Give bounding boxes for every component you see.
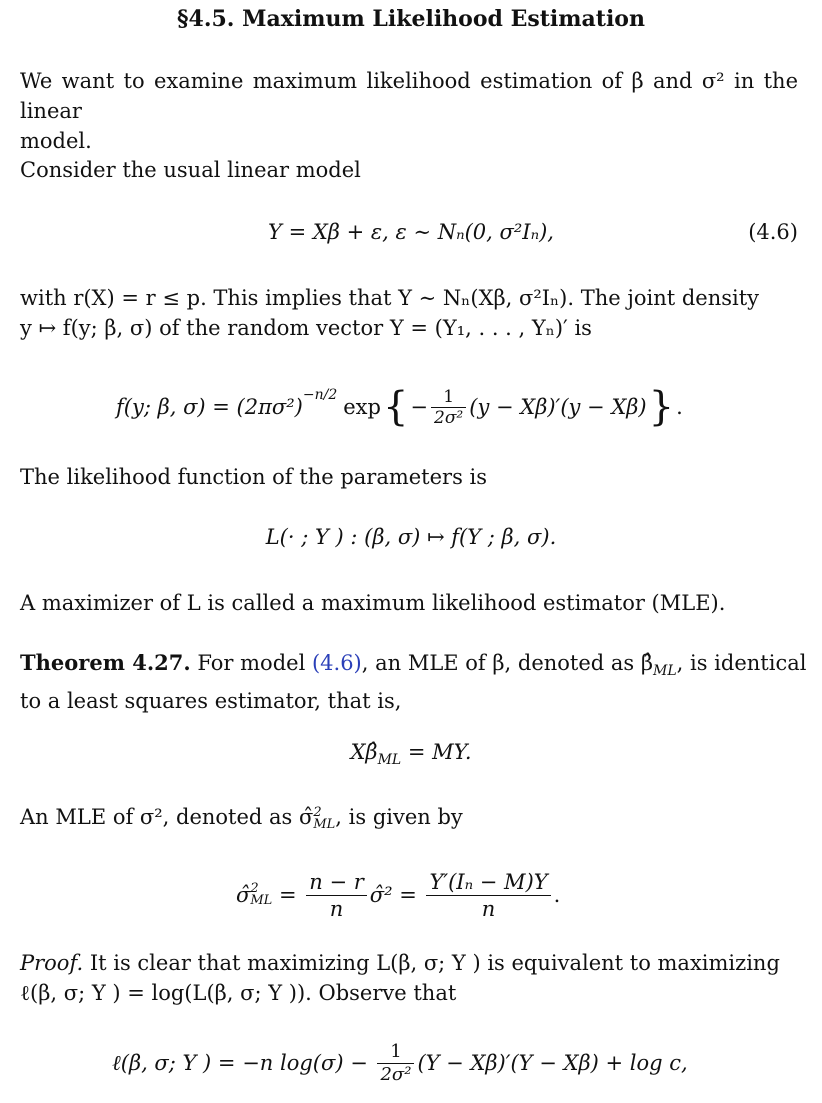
theorem-text-c: , is identical: [676, 651, 807, 675]
equation-density: [116, 372, 683, 442]
sigma-intro-a: An MLE of σ², denoted as σ̂: [20, 805, 314, 829]
sigma-intro-sup: 2: [313, 804, 322, 820]
sigma-frac1-num: n − r: [309, 869, 364, 894]
sigma-period: .: [553, 883, 561, 907]
likelihood-intro: The likelihood function of the parameters is: [20, 465, 488, 489]
theorem-line-1: [20, 648, 807, 686]
proof-text-1: It is clear that maximizing L(β, σ; Y ) is equivalent to maximizing: [83, 951, 780, 975]
theorem-sub-ml: ML: [653, 663, 677, 680]
theorem-text-b: , an MLE of β, denoted as β̂: [361, 651, 654, 675]
loglik-rest: (Y − Xβ)′(Y − Xβ) + log c,: [417, 1051, 688, 1075]
sigma-frac1-den: n: [329, 896, 344, 921]
sigma-mid: σ̂²: [369, 883, 393, 907]
sigma-intro-scripts: [313, 804, 336, 832]
loglik-fraction: [377, 1041, 414, 1086]
sigma-lhs: σ̂: [236, 883, 251, 907]
density-period: .: [676, 395, 683, 419]
section-title: §4.5. Maximum Likelihood Estimation: [177, 6, 645, 32]
proof-line-1: [20, 948, 798, 978]
equation-reference-link[interactable]: (4.6): [311, 651, 362, 675]
equation-log-likelihood: [112, 1030, 688, 1096]
sigma-fraction-1: [306, 869, 367, 922]
equation-4-6: Y = Xβ + ε, ε ∼ Nₙ(0, σ²Iₙ),: [268, 220, 554, 244]
sigma-lhs-sub: ML: [250, 893, 273, 908]
xbeta-sub: ML: [377, 752, 402, 769]
intro-line-2: model.: [20, 129, 92, 153]
density-paragraph: [20, 283, 798, 343]
sigma-intro-b: , is given by: [335, 805, 463, 829]
theorem-block: [20, 648, 807, 716]
equation-x-beta-ml: [0, 740, 822, 768]
sigma-intro-sub: ML: [313, 816, 336, 832]
equation-number-4-6: (4.6): [748, 220, 798, 244]
theorem-line-2: to a least squares estimator, that is,: [20, 689, 402, 714]
intro-paragraph: [20, 66, 798, 156]
open-brace: {: [382, 384, 409, 430]
loglik-frac-num: 1: [390, 1040, 402, 1062]
sigma-intro: [20, 802, 798, 832]
theorem-text-a: For model: [190, 651, 312, 675]
mle-definition: A maximizer of L is called a maximum likelihood estimator (MLE).: [20, 591, 726, 615]
xbeta-rhs: = MY.: [401, 740, 472, 764]
consider-sentence: Consider the usual linear model: [20, 158, 361, 182]
sigma-lhs-sup: 2: [250, 881, 259, 896]
density-frac-num: 1: [443, 386, 455, 407]
density-exponent: −n/2: [302, 387, 338, 403]
sigma-lhs-scripts: [250, 883, 272, 907]
proof-block: [20, 948, 798, 1008]
density-minus: −: [410, 395, 429, 419]
sigma-eq1: =: [272, 883, 304, 907]
sigma-frac2-den: n: [481, 896, 496, 921]
exp-word: exp: [343, 395, 381, 419]
sigma-frac2-num: Y′(Iₙ − M)Y: [429, 869, 548, 894]
proof-line-2: ℓ(β, σ; Y ) = log(L(β, σ; Y )). Observe that: [20, 981, 457, 1005]
close-brace: }: [648, 384, 675, 430]
sigma-fraction-2: [426, 869, 550, 922]
xbeta-lhs: Xβ̂: [350, 740, 378, 764]
density-rest: (y − Xβ)′(y − Xβ): [469, 395, 647, 419]
density-line-1: with r(X) = r ≤ p. This implies that Y ∼ Nₙ(Xβ, σ²Iₙ). The joint density: [20, 286, 760, 310]
density-fraction: [431, 387, 466, 428]
loglik-frac-den: 2σ²: [380, 1063, 412, 1085]
density-frac-den: 2σ²: [434, 407, 464, 428]
equation-sigma-ml: [236, 860, 560, 930]
equation-likelihood: L(· ; Y ) : (β, σ) ↦ f(Y ; β, σ).: [265, 525, 557, 549]
loglik-lhs: ℓ(β, σ; Y ) = −n log(σ) −: [112, 1050, 375, 1075]
theorem-label: Theorem 4.27.: [20, 650, 191, 675]
density-lhs: f(y; β, σ) = (2πσ²): [116, 395, 303, 419]
proof-label: Proof.: [20, 951, 84, 975]
sigma-eq2: =: [392, 883, 424, 907]
density-line-2: y ↦ f(y; β, σ) of the random vector Y = (Y₁, . . . , Yₙ)′ is: [20, 316, 592, 340]
intro-line-1: We want to examine maximum likelihood estimation of β and σ² in the linear: [20, 69, 798, 123]
